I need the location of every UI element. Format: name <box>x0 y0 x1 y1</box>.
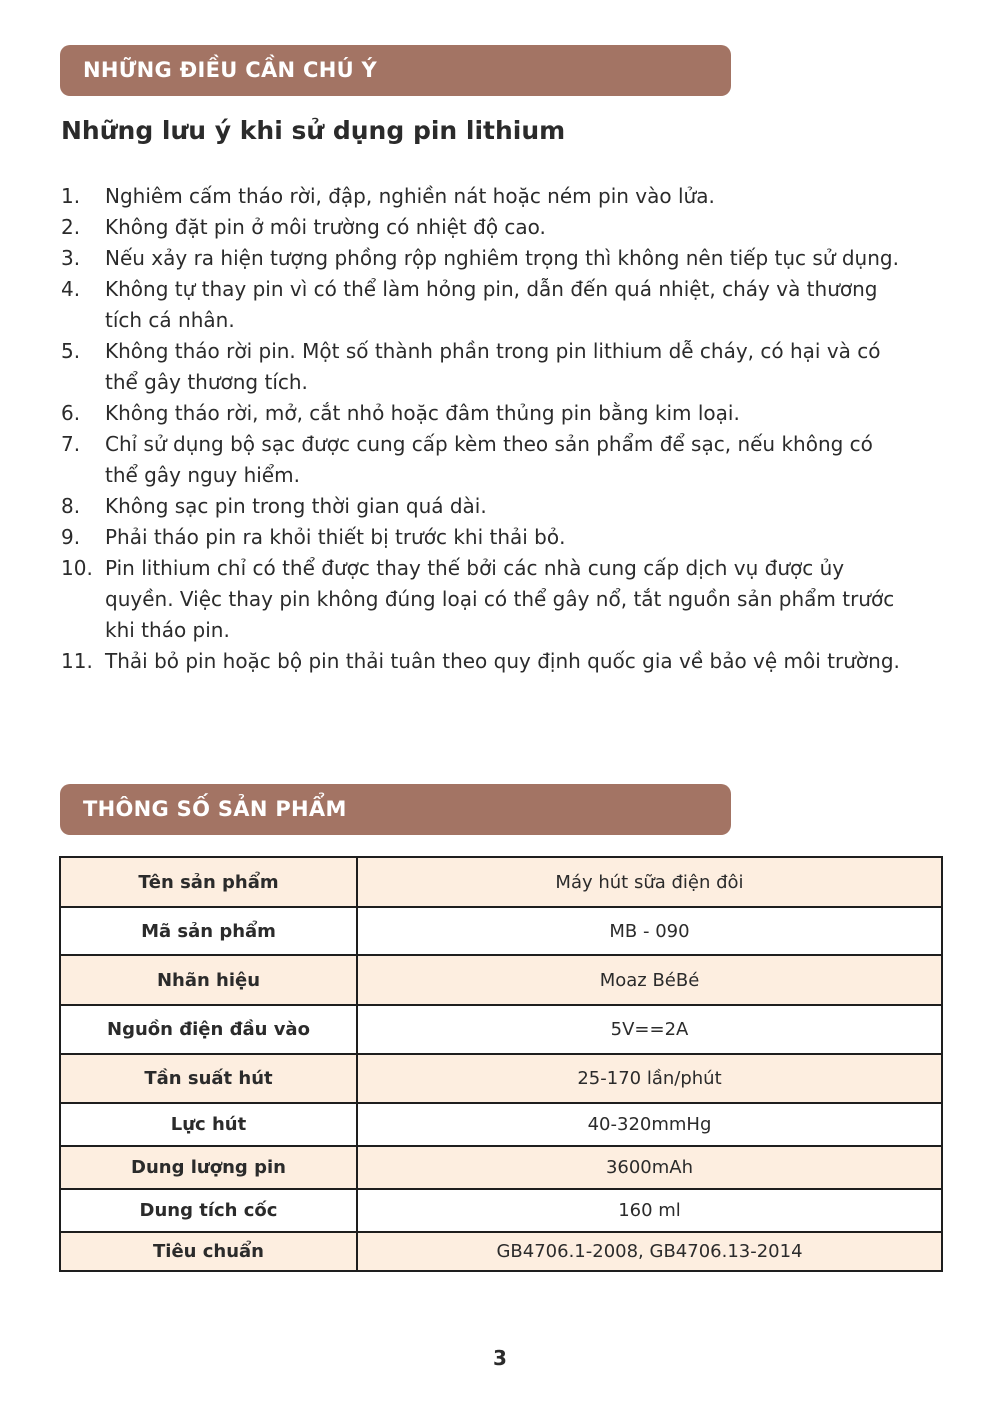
spec-label: Tên sản phẩm <box>60 857 357 907</box>
note-item <box>61 646 901 677</box>
spec-value: 25-170 lần/phút <box>357 1054 942 1103</box>
spec-value: Máy hút sữa điện đôi <box>357 857 942 907</box>
product-spec-table <box>59 856 943 1272</box>
note-number: 3. <box>61 246 81 270</box>
note-text: Không đặt pin ở môi trường có nhiệt độ cao. <box>105 215 546 239</box>
note-text: Không tháo rời pin. Một số thành phần trong pin lithium dễ cháy, có hại và có thể gây thương tích. <box>105 339 881 394</box>
note-item <box>61 181 901 212</box>
note-number: 5. <box>61 339 81 363</box>
note-text: Không tự thay pin vì có thể làm hỏng pin, dẫn đến quá nhiệt, cháy và thương tích cá nhân. <box>105 277 878 332</box>
table-row <box>60 907 942 955</box>
spec-value: 40-320mmHg <box>357 1103 942 1146</box>
note-item <box>61 398 901 429</box>
section-header-notes: NHỮNG ĐIỀU CẦN CHÚ Ý <box>60 45 731 96</box>
note-item <box>61 243 901 274</box>
spec-value: 5V==2A <box>357 1005 942 1054</box>
battery-notes-list <box>61 181 901 677</box>
note-text: Không tháo rời, mở, cắt nhỏ hoặc đâm thủng pin bằng kim loại. <box>105 401 740 425</box>
spec-value: MB - 090 <box>357 907 942 955</box>
table-row <box>60 857 942 907</box>
note-item <box>61 553 901 646</box>
spec-value: 3600mAh <box>357 1146 942 1189</box>
spec-label: Tiêu chuẩn <box>60 1232 357 1271</box>
note-text: Chỉ sử dụng bộ sạc được cung cấp kèm theo sản phẩm để sạc, nếu không có thể gây nguy hiểm. <box>105 432 873 487</box>
note-item <box>61 522 901 553</box>
table-row <box>60 1005 942 1054</box>
spec-label: Dung lượng pin <box>60 1146 357 1189</box>
note-item <box>61 491 901 522</box>
note-number: 1. <box>61 184 81 208</box>
note-item <box>61 212 901 243</box>
table-row <box>60 1146 942 1189</box>
note-number: 8. <box>61 494 81 518</box>
spec-value: Moaz BéBé <box>357 955 942 1005</box>
table-row <box>60 1103 942 1146</box>
note-number: 10. <box>61 556 93 580</box>
spec-label: Nguồn điện đầu vào <box>60 1005 357 1054</box>
spec-value: GB4706.1-2008, GB4706.13-2014 <box>357 1232 942 1271</box>
spec-value: 160 ml <box>357 1189 942 1232</box>
spec-label: Nhãn hiệu <box>60 955 357 1005</box>
note-text: Nghiêm cấm tháo rời, đập, nghiền nát hoặc ném pin vào lửa. <box>105 184 715 208</box>
note-number: 2. <box>61 215 81 239</box>
section-header-specs: THÔNG SỐ SẢN PHẨM <box>60 784 731 835</box>
note-number: 9. <box>61 525 81 549</box>
table-row <box>60 955 942 1005</box>
note-item <box>61 274 901 336</box>
note-text: Nếu xảy ra hiện tượng phồng rộp nghiêm trọng thì không nên tiếp tục sử dụng. <box>105 246 899 270</box>
spec-label: Lực hút <box>60 1103 357 1146</box>
note-text: Phải tháo pin ra khỏi thiết bị trước khi thải bỏ. <box>105 525 566 549</box>
note-item <box>61 336 901 398</box>
notes-subtitle: Những lưu ý khi sử dụng pin lithium <box>61 116 566 145</box>
spec-label: Mã sản phẩm <box>60 907 357 955</box>
spec-label: Dung tích cốc <box>60 1189 357 1232</box>
note-text: Không sạc pin trong thời gian quá dài. <box>105 494 487 518</box>
page-number: 3 <box>493 1346 507 1370</box>
table-row <box>60 1054 942 1103</box>
note-number: 11. <box>61 649 93 673</box>
note-number: 7. <box>61 432 81 456</box>
table-row <box>60 1189 942 1232</box>
note-number: 6. <box>61 401 81 425</box>
note-text: Thải bỏ pin hoặc bộ pin thải tuân theo quy định quốc gia về bảo vệ môi trường. <box>105 649 900 673</box>
table-row <box>60 1232 942 1271</box>
note-text: Pin lithium chỉ có thể được thay thế bởi các nhà cung cấp dịch vụ được ủy quyền. Việc thay pin không đúng loại có thể gây nổ, tắt nguồn sản phẩm trước khi tháo pin. <box>105 556 895 642</box>
note-item <box>61 429 901 491</box>
spec-label: Tần suất hút <box>60 1054 357 1103</box>
note-number: 4. <box>61 277 81 301</box>
